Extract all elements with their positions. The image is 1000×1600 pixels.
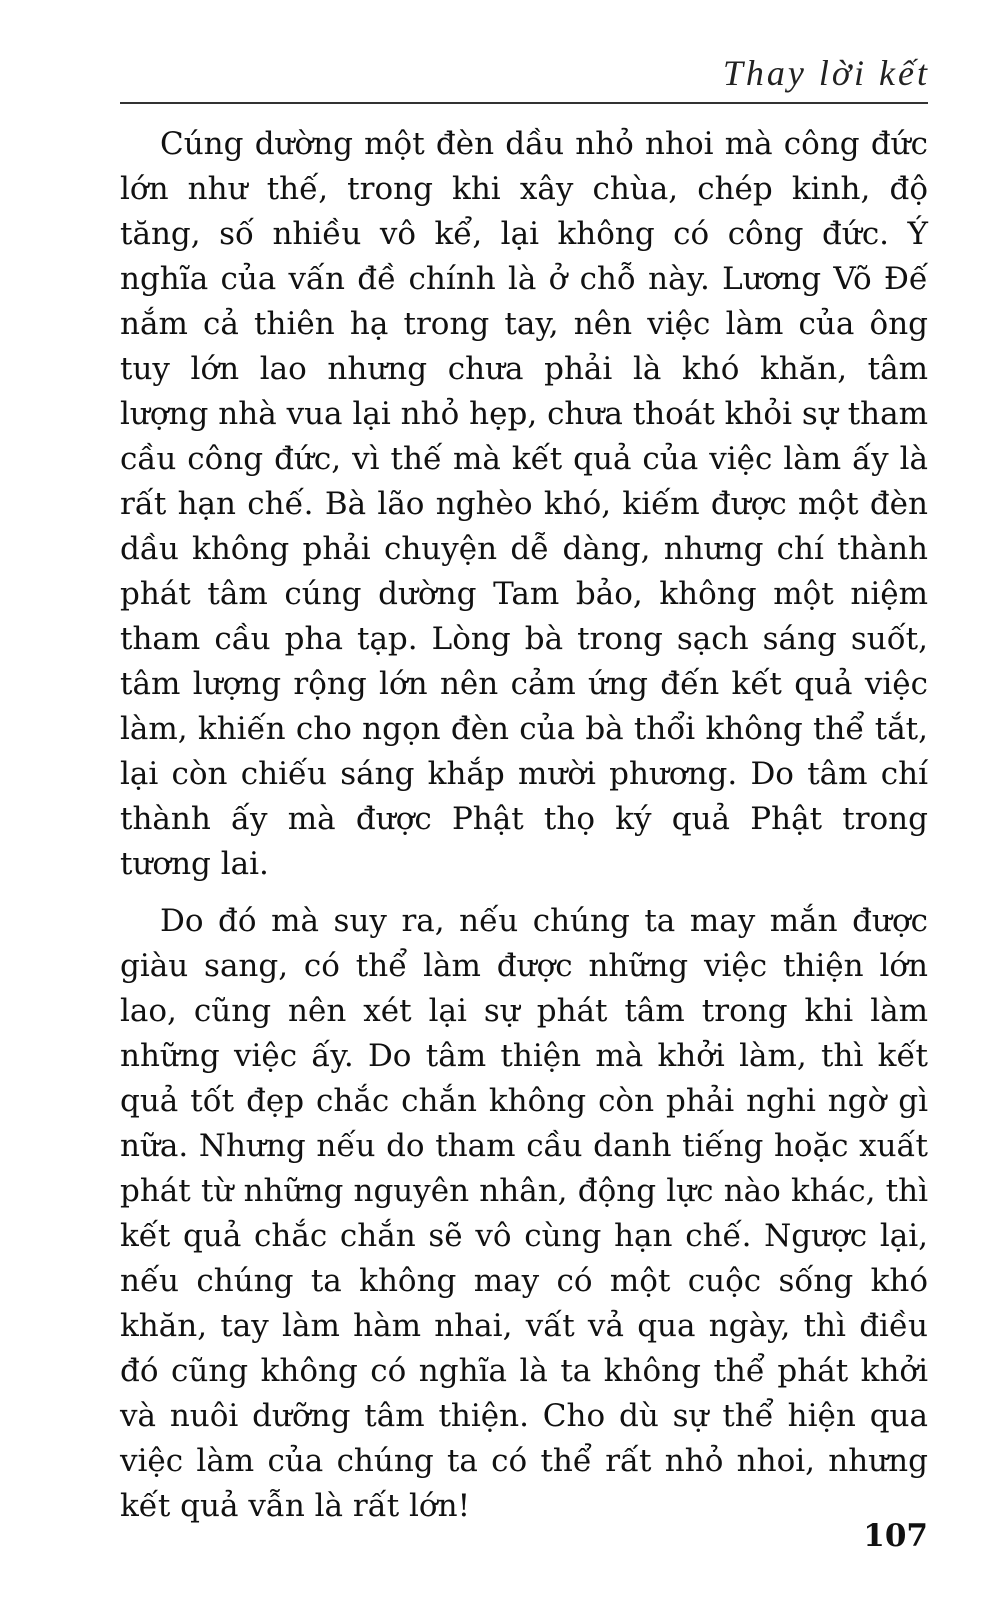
- paragraph-1: Cúng dường một đèn dầu nhỏ nhoi mà công đức lớn như thế, trong khi xây chùa, chép kinh, độ tăng, số nhiều vô kể, lại không có công đức. Ý nghĩa của vấn đề chính là ở chỗ này. Lương Võ Đế nắm cả thiên hạ trong tay, nên việc làm của ông tuy lớn lao nhưng chưa phải là khó khăn, tâm lượng nhà vua lại nhỏ hẹp, chưa thoát khỏi sự tham cầu công đức, vì thế mà kết quả của việc làm ấy là rất hạn chế. Bà lão nghèo khó, kiếm được một đèn dầu không phải chuyện dễ dàng, nhưng chí thành phát tâm cúng dường Tam bảo, không một niệm tham cầu pha tạp. Lòng bà trong sạch sáng suốt, tâm lượng rộng lớn nên cảm ứng đến kết quả việc làm, khiến cho ngọn đèn của bà thổi không thể tắt, lại còn chiếu sáng khắp mười phương. Do tâm chí thành ấy mà được Phật thọ ký quả Phật trong tương lai.: [120, 126, 928, 882]
- page-number: 107: [863, 1518, 928, 1554]
- body-text: [120, 122, 928, 1529]
- header-rule: [120, 102, 928, 104]
- paragraph-2: Do đó mà suy ra, nếu chúng ta may mắn được giàu sang, có thể làm được những việc thiện lớn lao, cũng nên xét lại sự phát tâm trong khi làm những việc ấy. Do tâm thiện mà khởi làm, thì kết quả tốt đẹp chắc chắn không còn phải nghi ngờ gì nữa. Nhưng nếu do tham cầu danh tiếng hoặc xuất phát từ những nguyên nhân, động lực nào khác, thì kết quả chắc chắn sẽ vô cùng hạn chế. Ngược lại, nếu chúng ta không may có một cuộc sống khó khăn, tay làm hàm nhai, vất vả qua ngày, thì điều đó cũng không có nghĩa là ta không thể phát khởi và nuôi dưỡng tâm thiện. Cho dù sự thể hiện qua việc làm của chúng ta có thể rất nhỏ nhoi, nhưng kết quả vẫn là rất lớn!: [120, 903, 928, 1524]
- running-header: Thay lời kết: [722, 53, 930, 93]
